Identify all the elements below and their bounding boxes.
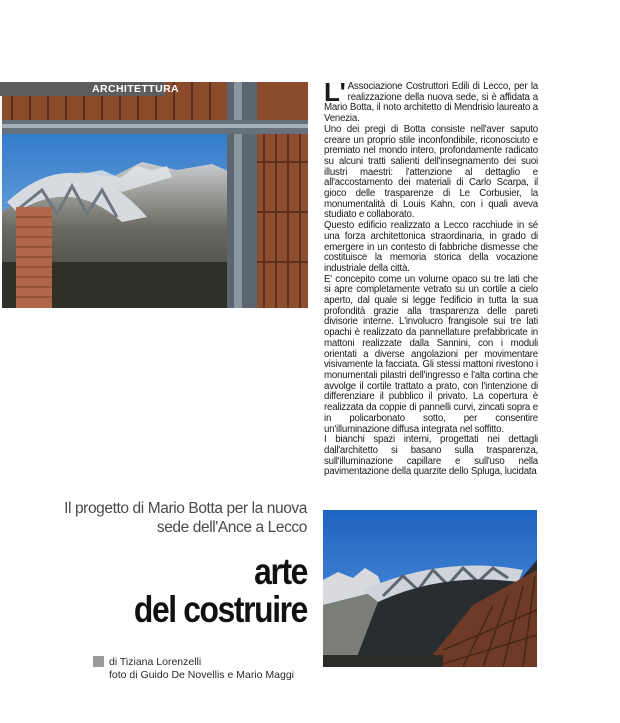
article-headline xyxy=(83,553,307,629)
photo-credit: foto di Guido De Novellis e Mario Maggi xyxy=(109,669,295,681)
author-credit: di Tiziana Lorenzelli xyxy=(109,656,202,668)
section-tag: ARCHITETTURA xyxy=(0,82,165,96)
article-body xyxy=(324,77,538,478)
paragraph: I bianchi spazi interni, progettati nei dettagli dall'architetto si basano sulla trasparenza, sull'illuminazione capillare e sull'uso nella pavimentazione della quarzite dello Spluga, lucidata xyxy=(324,434,538,478)
paragraph: Uno dei pregi di Botta consiste nell'aver saputo creare un proprio stile inconfondibile, riconosciuto e premiato nel mondo intero, profondamente radicato su alcuni tratti salienti dell'insegnamento dei suoi illustri maestri: l'attenzione al dettaglio e all'accostamento dei materiali di Carlo Scarpa, il gioco delle trasparenze di Le Corbusier, la monumentalità di Louis Kahn, con i quali aveva studiato e collaborato. xyxy=(324,123,538,221)
paragraph: L' Associazione Costruttori Edili di Lecco, per la realizzazione della nuova sede, si è affidata a Mario Botta, il noto architetto di Mendrisio laureato a Venezia. xyxy=(324,77,538,125)
roof-canopy-photo xyxy=(323,510,537,667)
headline-line: del costruire xyxy=(133,589,307,630)
building-facade-photo xyxy=(2,82,308,308)
paragraph: E' concepito come un volume opaco su tre lati che si apre completamente vetrato su un cortile a cielo aperto, dal quale si legge l'edificio in tutta la sua profondità grazie alla trasparenza delle pareti divisorie interne. L'involucro frangisole sui tre lati opachi è realizzato da pannellature prefabbricate in mattoni realizzate dalla Sannini, con i moduli orientati a diverse angolazioni per movimentare visivamente la facciata. Gli stessi mattoni rivestono i monumentali pilastri dell'ingresso e l'alta cortina che avvolge il cortile trattato a prato, con l'intenzione di differenziare il pubblico il privato. La copertura è realizzata da coppie di pannelli curvi, zincati sopra e in policarbonato sotto, per consentire un'illuminazione diffusa integrata nel soffitto. xyxy=(324,273,538,435)
article-subtitle: Il progetto di Mario Botta per la nuova sede dell'Ance a Lecco xyxy=(64,500,307,536)
headline-line: arte xyxy=(254,551,307,592)
article-credits xyxy=(93,656,308,682)
dropcap: L' xyxy=(324,77,346,107)
paragraph: Questo edificio realizzato a Lecco racchiude in sé una forza architettonica straordinaria, in grado di emergere in un contesto di fabbriche dismesse che costituisce la memoria storica della vocazione industriale della città. xyxy=(324,220,538,274)
credit-marker xyxy=(93,656,104,667)
